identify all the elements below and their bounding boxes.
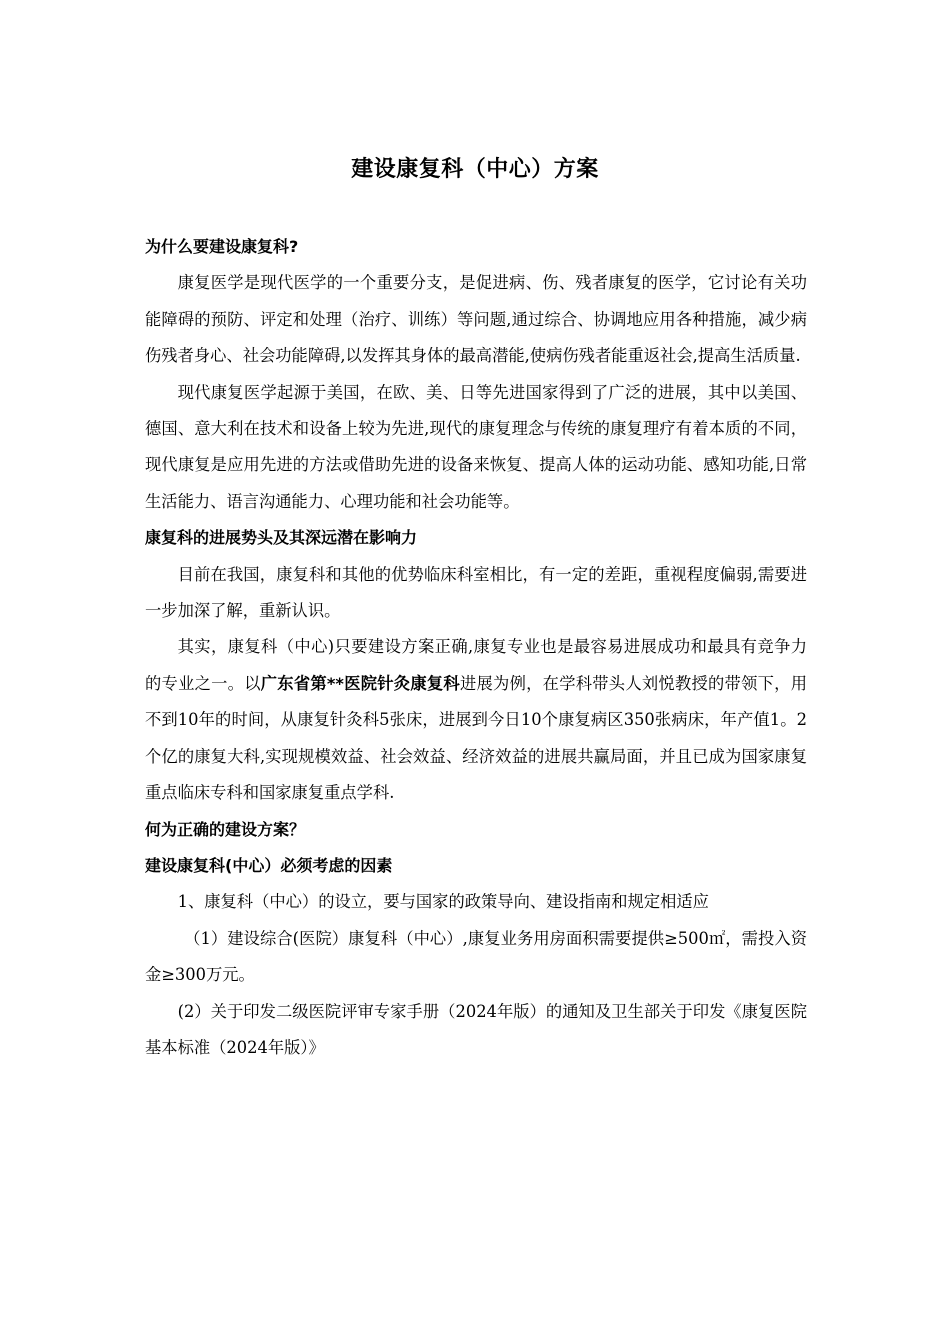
paragraph-success-example-rest: 进展为例，在学科带头人刘悦教授的带领下，用不到10年的时间，从康复针灸科5张床，进展到今日10个康复病区350张病床，年产值1。2个亿的康复大科,实现规模效益、社会效益、经济效益的进展共赢局面，并且已成为国家康复重点临床专科和国家康复重点学科. [145, 673, 807, 803]
paragraph-modern-rehab-origin: 现代康复医学起源于美国，在欧、美、日等先进国家得到了广泛的进展，其中以美国、德国、意大利在技术和设备上较为先进,现代的康复理念与传统的康复理疗有着本质的不同，现代康复是应用先进的方法或借助先进的设备来恢复、提高人体的运动功能、感知功能,日常生活能力、语言沟通能力、心理功能和社会功能等。 [145, 382, 807, 511]
paragraph-current-status: 目前在我国，康复科和其他的优势临床科室相比，有一定的差距，重视程度偏弱,需要进一步加深了解，重新认识。 [145, 564, 807, 621]
hospital-name-highlight: 广东省第**医院针灸康复科 [260, 673, 460, 693]
list-item-area-requirement: （1）建设综合(医院）康复科（中心）,康复业务用房面积需要提供≥500㎡，需投入资金≥300万元。 [145, 928, 807, 985]
list-item-standards-notice: (2）关于印发二级医院评审专家手册（2024年版）的通知及卫生部关于印发《康复医院基本标准（2024年版）》 [145, 1001, 807, 1057]
document-title: 建设康复科（中心）方案 [351, 157, 599, 182]
section-heading-why: 为什么要建设康复科? [145, 237, 299, 256]
paragraph-rehab-definition: 康复医学是现代医学的一个重要分支，是促进病、伤、残者康复的医学，它讨论有关功能障碍的预防、评定和处理（治疗、训练）等问题,通过综合、协调地应用各种措施，减少病伤残者身心、社会功能障碍,以发挥其身体的最高潜能,使病伤残者能重返社会,提高生活质量. [145, 273, 807, 366]
paragraph-success-example-lead: 其实，康复科（中心)只要建设方案正确,康复专业也是最容易进展成功和最具有竞争力的专业之一。以 [145, 637, 807, 693]
section-heading-correct-plan: 何为正确的建设方案？ [145, 819, 306, 839]
section-heading-development: 康复科的进展势头及其深远潜在影响力 [145, 528, 418, 548]
document-body [145, 229, 807, 1066]
section-heading-factors: 建设康复科(中心）必须考虑的因素 [145, 855, 393, 875]
list-item-policy: 1、康复科（中心）的设立，要与国家的政策导向、建设指南和规定相适应 [177, 892, 709, 912]
paragraph-success-example [145, 629, 807, 811]
